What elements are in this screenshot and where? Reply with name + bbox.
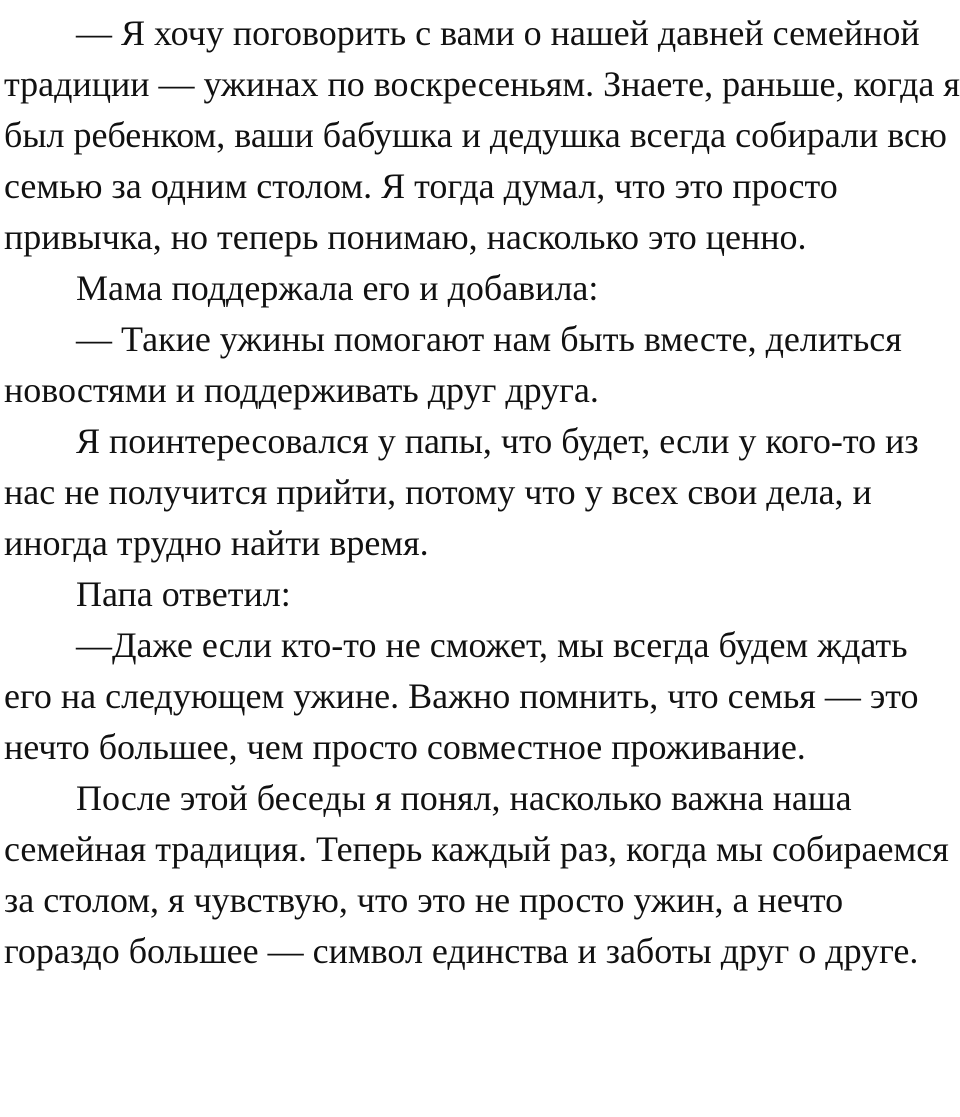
paragraph: — Я хочу поговорить с вами о нашей давней семейной традиции — ужинах по воскресеньям. Знаете, раньше, когда я был ребенком, ваши бабушка и дедушка всегда собирали всю семью за одним столом. Я тогда думал, что это просто привычка, но теперь понимаю, насколько это ценно.: [4, 13, 960, 257]
paragraph: — Такие ужины помогают нам быть вместе, делиться новостями и поддерживать друг друга.: [4, 319, 902, 410]
paragraph: Папа ответил:: [76, 574, 291, 614]
paragraph: —Даже если кто-то не сможет, мы всегда будем ждать его на следующем ужине. Важно помнить, что семья — это нечто большее, чем просто совместное проживание.: [4, 625, 919, 767]
paragraph: После этой беседы я понял, насколько важна наша семейная традиция. Теперь каждый раз, когда мы собираемся за столом, я чувствую, что это не просто ужин, а нечто гораздо большее — символ единства и заботы друг о друге.: [4, 778, 949, 971]
paragraph: Мама поддержала его и добавила:: [76, 268, 599, 308]
paragraph: Я поинтересовался у папы, что будет, если у кого-то из нас не получится прийти, потому что у всех свои дела, и иногда трудно найти время.: [4, 421, 919, 563]
